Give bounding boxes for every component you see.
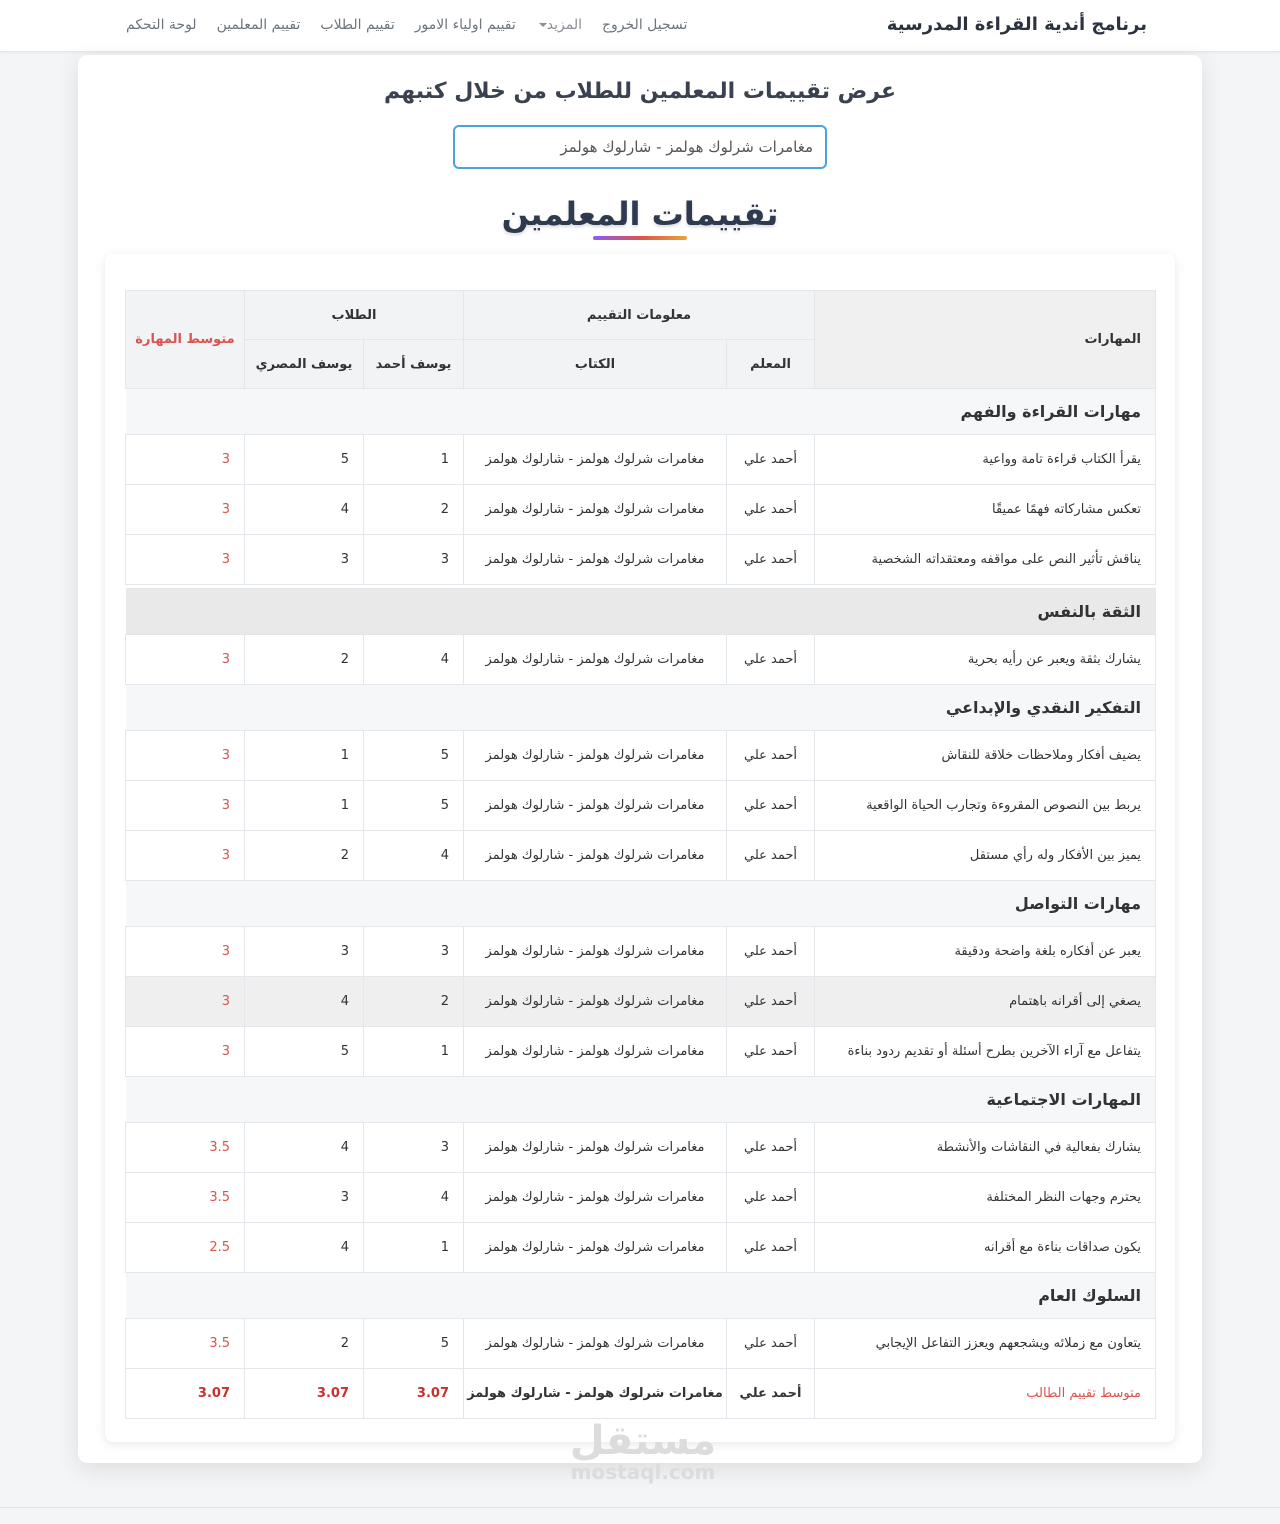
category-title: السلوك العام <box>126 1273 1156 1319</box>
header-student-2: يوسف المصري <box>245 340 364 389</box>
student-2-score: 4 <box>245 977 364 1027</box>
student-1-score: 4 <box>364 831 464 881</box>
student-1-average: 3.07 <box>364 1369 464 1419</box>
header-teacher: المعلم <box>727 340 815 389</box>
skill-avg-cell: 3.5 <box>126 1123 245 1173</box>
book-cell: مغامرات شرلوك هولمز - شارلوك هولمز <box>464 781 727 831</box>
student-1-score: 4 <box>364 1173 464 1223</box>
table-body <box>126 389 1156 1419</box>
student-2-average: 3.07 <box>245 1369 364 1419</box>
student-2-score: 2 <box>245 1319 364 1369</box>
table-row <box>126 1027 1156 1077</box>
nav-dashboard[interactable]: لوحة التحكم <box>126 17 197 33</box>
student-2-score: 2 <box>245 831 364 881</box>
evaluations-table-card <box>105 254 1175 1442</box>
nav-more-label: المزيد <box>546 17 582 33</box>
student-2-score: 2 <box>245 635 364 685</box>
total-row <box>126 1369 1156 1419</box>
teacher-cell: أحمد علي <box>727 1027 815 1077</box>
student-2-score: 5 <box>245 1027 364 1077</box>
student-2-score: 4 <box>245 485 364 535</box>
table-row <box>126 535 1156 585</box>
teacher-cell: أحمد علي <box>727 635 815 685</box>
teacher-cell: أحمد علي <box>727 1173 815 1223</box>
student-1-score: 3 <box>364 927 464 977</box>
header-book: الكتاب <box>464 340 727 389</box>
skill-cell: يصغي إلى أقرانه باهتمام <box>815 977 1156 1027</box>
header-student-1: يوسف أحمد <box>364 340 464 389</box>
skill-cell: يقرأ الكتاب قراءة تامة وواعية <box>815 435 1156 485</box>
skill-avg-cell: 3 <box>126 731 245 781</box>
skill-avg-cell: 3 <box>126 831 245 881</box>
skill-cell: يربط بين النصوص المقروءة وتجارب الحياة الواقعية <box>815 781 1156 831</box>
header-eval-info: معلومات التقييم <box>464 291 815 340</box>
skill-avg-cell: 3 <box>126 485 245 535</box>
skill-cell: تعكس مشاركاته فهمًا عميقًا <box>815 485 1156 535</box>
student-1-score: 3 <box>364 535 464 585</box>
teacher-cell: أحمد علي <box>727 831 815 881</box>
mostaql-watermark <box>563 1418 723 1484</box>
skill-cell: يعبر عن أفكاره بلغة واضحة ودقيقة <box>815 927 1156 977</box>
skill-avg-cell: 3 <box>126 1027 245 1077</box>
skill-cell: يكون صداقات بناءة مع أقرانه <box>815 1223 1156 1273</box>
book-cell: مغامرات شرلوك هولمز - شارلوك هولمز <box>464 1319 727 1369</box>
student-1-score: 2 <box>364 977 464 1027</box>
table-row <box>126 435 1156 485</box>
category-title: الثقة بالنفس <box>126 589 1156 635</box>
student-1-score: 5 <box>364 1319 464 1369</box>
category-title: مهارات القراءة والفهم <box>126 389 1156 435</box>
skill-cell: يشارك بفعالية في النقاشات والأنشطة <box>815 1123 1156 1173</box>
teacher-cell: أحمد علي <box>727 977 815 1027</box>
header-skills: المهارات <box>815 291 1156 389</box>
category-row <box>126 881 1156 927</box>
student-1-score: 3 <box>364 1123 464 1173</box>
skill-avg-cell: 3 <box>126 535 245 585</box>
book-cell: مغامرات شرلوك هولمز - شارلوك هولمز <box>464 485 727 535</box>
skill-avg-cell: 3 <box>126 781 245 831</box>
overall-average: 3.07 <box>126 1369 245 1419</box>
nav-more-dropdown[interactable] <box>536 17 582 33</box>
student-1-score: 2 <box>364 485 464 535</box>
table-row <box>126 781 1156 831</box>
teacher-cell: أحمد علي <box>727 1123 815 1173</box>
table-row <box>126 977 1156 1027</box>
skill-cell: يتعاون مع زملائه ويشجعهم ويعزز التفاعل الإيجابي <box>815 1319 1156 1369</box>
teacher-cell: أحمد علي <box>727 535 815 585</box>
table-row <box>126 635 1156 685</box>
nav-student-evaluation[interactable]: تقييم الطلاب <box>320 17 395 33</box>
book-cell: مغامرات شرلوك هولمز - شارلوك هولمز <box>464 1123 727 1173</box>
footer-divider <box>0 1507 1280 1508</box>
table-row <box>126 1173 1156 1223</box>
book-cell: مغامرات شرلوك هولمز - شارلوك هولمز <box>464 977 727 1027</box>
skill-avg-cell: 3 <box>126 927 245 977</box>
book-select[interactable]: مغامرات شرلوك هولمز - شارلوك هولمز <box>453 125 827 169</box>
nav-links <box>126 17 687 33</box>
title-underline <box>593 236 687 240</box>
table-row <box>126 731 1156 781</box>
skill-cell: يشارك بثقة ويعبر عن رأيه بحرية <box>815 635 1156 685</box>
table-row <box>126 1223 1156 1273</box>
skill-avg-cell: 3 <box>126 635 245 685</box>
caret-down-icon <box>539 23 547 27</box>
skill-cell: يحترم وجهات النظر المختلفة <box>815 1173 1156 1223</box>
table-row <box>126 831 1156 881</box>
skill-avg-cell: 3 <box>126 435 245 485</box>
main-card <box>78 55 1202 1463</box>
student-1-score: 1 <box>364 1223 464 1273</box>
category-row <box>126 685 1156 731</box>
book-cell: مغامرات شرلوك هولمز - شارلوك هولمز <box>464 435 727 485</box>
student-1-score: 4 <box>364 635 464 685</box>
skill-avg-cell: 3.5 <box>126 1319 245 1369</box>
teacher-cell: أحمد علي <box>727 781 815 831</box>
section-title: تقييمات المعلمين <box>501 195 779 233</box>
book-cell: مغامرات شرلوك هولمز - شارلوك هولمز <box>464 1173 727 1223</box>
book-cell: مغامرات شرلوك هولمز - شارلوك هولمز <box>464 635 727 685</box>
table-row <box>126 1123 1156 1173</box>
category-row <box>126 389 1156 435</box>
book-cell: مغامرات شرلوك هولمز - شارلوك هولمز <box>464 927 727 977</box>
category-row <box>126 589 1156 635</box>
student-2-score: 3 <box>245 535 364 585</box>
skill-cell: يناقش تأثير النص على مواقفه ومعتقداته الشخصية <box>815 535 1156 585</box>
table-row <box>126 927 1156 977</box>
page-title: عرض تقييمات المعلمين للطلاب من خلال كتبهم <box>384 79 896 104</box>
top-navbar <box>0 0 1280 52</box>
category-row <box>126 1077 1156 1123</box>
skill-avg-cell: 3 <box>126 977 245 1027</box>
teacher-cell: أحمد علي <box>727 1369 815 1419</box>
student-2-score: 3 <box>245 1173 364 1223</box>
nav-parent-evaluation[interactable]: تقييم اولياء الامور <box>414 17 516 33</box>
category-title: مهارات التواصل <box>126 881 1156 927</box>
skill-cell: يضيف أفكار وملاحظات خلاقة للنقاش <box>815 731 1156 781</box>
watermark-logo: مستقل <box>569 1418 717 1464</box>
teacher-cell: أحمد علي <box>727 435 815 485</box>
student-1-score: 5 <box>364 731 464 781</box>
total-label: متوسط تقييم الطالب <box>815 1369 1156 1419</box>
teacher-cell: أحمد علي <box>727 485 815 535</box>
teacher-cell: أحمد علي <box>727 927 815 977</box>
skill-cell: يتفاعل مع آراء الآخرين بطرح أسئلة أو تقديم ردود بناءة <box>815 1027 1156 1077</box>
student-1-score: 5 <box>364 781 464 831</box>
table-row <box>126 1319 1156 1369</box>
brand-title[interactable]: برنامج أندية القراءة المدرسية <box>886 14 1147 35</box>
evaluations-table <box>125 290 1156 1419</box>
nav-teacher-evaluation[interactable]: تقييم المعلمين <box>216 17 301 33</box>
watermark-text: mostaql.com <box>570 1460 716 1484</box>
book-cell: مغامرات شرلوك هولمز - شارلوك هولمز <box>464 1223 727 1273</box>
student-2-score: 5 <box>245 435 364 485</box>
nav-logout[interactable]: تسجيل الخروج <box>602 17 688 33</box>
category-title: التفكير النقدي والإبداعي <box>126 685 1156 731</box>
book-cell: مغامرات شرلوك هولمز - شارلوك هولمز <box>464 1369 727 1419</box>
book-cell: مغامرات شرلوك هولمز - شارلوك هولمز <box>464 535 727 585</box>
student-2-score: 4 <box>245 1123 364 1173</box>
book-cell: مغامرات شرلوك هولمز - شارلوك هولمز <box>464 731 727 781</box>
student-2-score: 4 <box>245 1223 364 1273</box>
skill-cell: يميز بين الأفكار وله رأي مستقل <box>815 831 1156 881</box>
header-skill-avg: متوسط المهارة <box>126 291 245 389</box>
skill-avg-cell: 3.5 <box>126 1173 245 1223</box>
category-title: المهارات الاجتماعية <box>126 1077 1156 1123</box>
student-1-score: 1 <box>364 1027 464 1077</box>
teacher-cell: أحمد علي <box>727 731 815 781</box>
book-cell: مغامرات شرلوك هولمز - شارلوك هولمز <box>464 1027 727 1077</box>
student-2-score: 1 <box>245 781 364 831</box>
teacher-cell: أحمد علي <box>727 1319 815 1369</box>
student-2-score: 1 <box>245 731 364 781</box>
book-cell: مغامرات شرلوك هولمز - شارلوك هولمز <box>464 831 727 881</box>
student-2-score: 3 <box>245 927 364 977</box>
table-row <box>126 485 1156 535</box>
category-row <box>126 1273 1156 1319</box>
header-students: الطلاب <box>245 291 464 340</box>
skill-avg-cell: 2.5 <box>126 1223 245 1273</box>
teacher-cell: أحمد علي <box>727 1223 815 1273</box>
student-1-score: 1 <box>364 435 464 485</box>
